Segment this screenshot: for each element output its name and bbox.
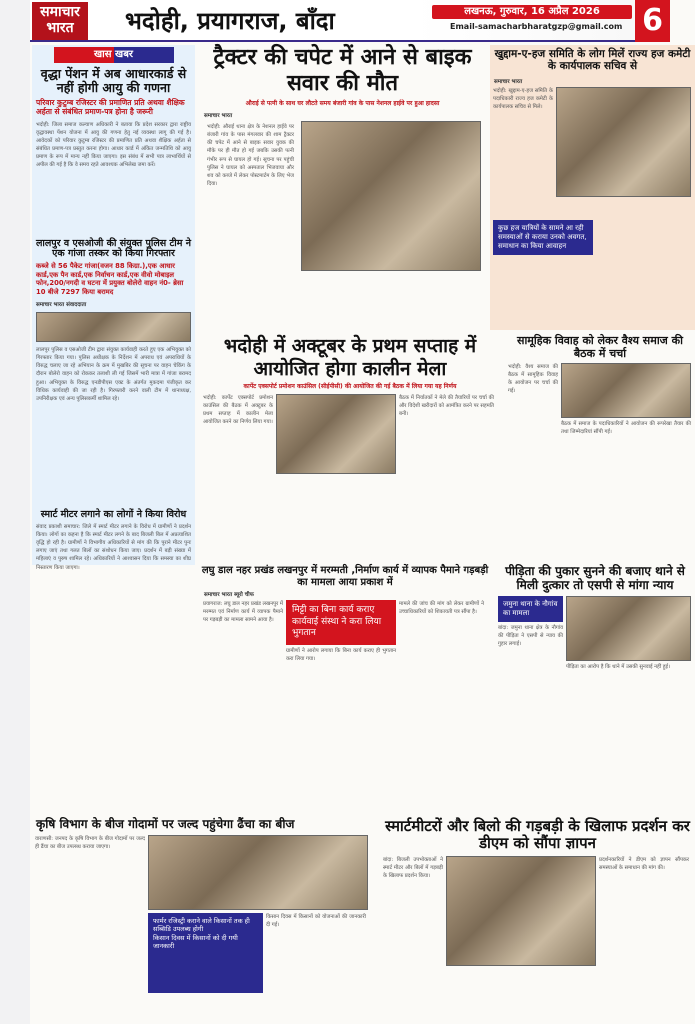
story-body: पीड़िता का आरोप है कि थाने में उसकी सुनवाई नहीं हुई। [566, 663, 671, 670]
right-mid-story [505, 335, 695, 560]
center-low-story [200, 565, 490, 815]
protest-photo [446, 856, 596, 966]
victim-photo [566, 596, 691, 661]
byline: समाचार भारत [204, 113, 233, 120]
center-mid-story [200, 335, 500, 560]
story-headline[interactable]: कृषि विभाग के बीज गोदामों पर जल्द पहुंचेगा ढैंचा का बीज [36, 817, 295, 831]
story-headline[interactable]: वृद्धा पेंशन में अब आधारकार्ड से नहीं होगी आयु की गणना [40, 66, 187, 96]
byline: समाचार भारत [494, 79, 523, 86]
meeting-photo [556, 87, 691, 197]
story-body: ग्रामीणों ने आरोप लगाया कि बिना कार्य कराए ही भुगतान करा लिया गया। [286, 648, 396, 663]
story-body: संवाद प्रकाशी समाचार: जिले में स्मार्ट मीटर लगाने के विरोध में ग्रामीणों ने प्रदर्शन किया। लोगों का कहना है कि स्मार्ट मीटर लगने के बाद बिजली बिल में अप्रत्याशित वृद्धि हो रही है। ग्रामीणों ने विभागीय अधिकारियों से मांग की कि पुराने मीटर पुनः लगाए जाएं तथा गलत बिलों का संशोधन किया जाए। प्रदर्शन में बड़ी संख्या में महिलाएं व पुरुष शामिल रहे। अधिकारियों ने आश्वासन दिया कि समस्या का शीघ्र निस्तारण किया जाएगा। [36, 524, 191, 571]
story-headline[interactable]: भदोही में अक्टूबर के प्रथम सप्ताह में आयोजित होगा कालीन मेला [223, 335, 477, 380]
bottom-right-story [380, 818, 695, 1024]
story-body: वाराणसी: जनपद के कृषि विभाग के बीज गोदामों पर जल्द ही ढैंचा का बीज उपलब्ध कराया जाएगा। [35, 835, 145, 850]
center-top-story [200, 45, 485, 335]
newspaper-logo [32, 2, 88, 40]
story-body: प्रयागराज: लघु डाल नहर प्रखंड लखनपुर में मरम्मत एवं निर्माण कार्य में व्यापक पैमाने पर गड़बड़ी का मामला सामने आया है। [203, 601, 283, 624]
news-photo [36, 312, 191, 342]
edition-title: भदोही, प्रयागराज, बाँदा [125, 7, 335, 35]
story-subheadline: कार्पेट एक्सपोर्ट प्रमोशन काउंसिल (सीईपीसी) की आयोजित की गई बैठक में लिया गया यह निर्णय [243, 382, 457, 390]
meeting-photo [148, 835, 368, 910]
page-number: 6 [635, 0, 670, 42]
story-subheadline: औराई से पत्नी के साथ घर लौटते समय बंजारी गांव के पास नेशनल हाईवे पर हुआ हादसा [245, 99, 440, 107]
story-body: बैठक में निर्यातकों ने मेले की तैयारियों पर चर्चा की और विदेशी खरीदारों को आमंत्रित करने पर सहमति बनी। [399, 395, 494, 418]
date-banner: लखनऊ, गुरुवार, 16 अप्रैल 2026 [432, 5, 632, 19]
highlight-box [148, 913, 263, 993]
khas-khabar-badge: खास खबर [54, 47, 174, 63]
highlight-point: किसान दिवस में किसानों को दी गयी जानकारी [153, 933, 238, 951]
story-body: बांदा: बिजली उपभोक्ताओं ने स्मार्ट मीटर और बिलों में गड़बड़ी के खिलाफ प्रदर्शन किया। [383, 856, 443, 879]
story-body: भदोही: कार्पेट एक्सपोर्ट प्रमोशन काउंसिल की बैठक में अक्टूबर के प्रथम सप्ताह में कालीन मेला आयोजित करने का निर्णय लिया गया। [203, 395, 273, 426]
story-body: प्रदर्शनकारियों ने डीएम को ज्ञापन सौंपकर समस्याओं के समाधान की मांग की। [599, 856, 689, 871]
accident-photo [301, 121, 481, 271]
story-headline[interactable]: पीड़िता की पुकार सुनने की बजाए थाने से मिली दुत्कार तो एसपी से मांगा न्याय [505, 564, 685, 592]
story-headline[interactable]: स्मार्टमीटरों और बिलो की गड़बड़ी के खिलाफ प्रदर्शन कर डीएम को सौंपा ज्ञापन [385, 817, 690, 853]
story-body: किसान दिवस में किसानों को योजनाओं की जानकारी दी गई। [266, 913, 366, 928]
logo-line2: भारत [46, 20, 74, 36]
story-body: बैठक में समाज के पदाधिकारियों ने आयोजन की रूपरेखा तैयार की तथा जिम्मेदारियां सौंपी गईं। [561, 421, 691, 436]
story-headline[interactable]: ट्रैक्टर की चपेट में आने से बाइक सवार की मौत [213, 45, 472, 97]
story-headline[interactable]: सामूहिक विवाह को लेकर वैश्य समाज की बैठक में चर्चा [517, 334, 683, 360]
story-subheadline: कब्जे से 56 पैकेट गांजा(वजन 88 किग्रा.),एक आधार कार्ड,एक पैन कार्ड,एक निर्वाचन कार्ड,एक वीवो मोबाइल फोन,200/नगदी व घटना में प्रयुक्त बोलेरो वाहन नं0- ब्रेसा 10 बीजे 7297 किया बरामद [36, 262, 184, 296]
byline: समाचार भारत संवाददाता [36, 302, 87, 309]
story-headline[interactable]: लघु डाल नहर प्रखंड लखनपुर में मरम्मती ,निर्माण कार्य में व्यापक पैमाने गड़बड़ी का मामला आया प्रकाश में [201, 565, 489, 588]
story-headline[interactable]: स्मार्ट मीटर लगाने का लोगों ने किया विरोध [40, 509, 187, 521]
story-body: बांदा: जमुना थाना क्षेत्र के नौगांव की पीड़िता ने एसपी से न्याय की गुहार लगाई। [498, 624, 563, 647]
highlight-point: फार्मर रजिस्ट्री कराने वाले किसानों तक ही सब्सिडि उपलब्ध होगी [153, 916, 250, 934]
story-body: भदोही: औराई थाना क्षेत्र के नेशनल हाईवे पर बंजारी गांव के पास मंगलवार की शाम ट्रैक्टर की चपेट में आने से बाइक सवार युवक की मौके पर ही मौत हो गई जबकि उसकी पत्नी गंभीर रूप से घायल हो गई। सूचना पर पहुंची पुलिस ने घायल को अस्पताल भिजवाया और शव को कब्जे में लेकर पोस्टमार्टम के लिए भेज दिया। [207, 124, 294, 187]
left-column [32, 45, 195, 571]
bottom-left-story [32, 818, 372, 1024]
byline: समाचार भारत ब्यूरो चीफ [204, 592, 254, 598]
story-subheadline: परिवार कुटुम्ब रजिस्टर की प्रमाणित प्रति अथवा शैक्षिक अर्हता से संबंधित प्रमाण-पत्र होना है जरूरी [36, 97, 185, 117]
right-low-story [495, 565, 695, 815]
masthead [30, 0, 670, 42]
logo-line1: समाचार [40, 4, 80, 20]
story-body: लालपुर पुलिस व एसओजी टीम द्वारा संयुक्त कार्यवाही करते हुए एक अभियुक्त को गिरफ्तार किया गया। पुलिस अधीक्षक के निर्देशन में अपराध एवं अपराधियों के विरुद्ध चलाए जा रहे अभियान के क्रम में मुखबिर की सूचना पर वाहन चेकिंग के दौरान बोलेरो वाहन को रोककर तलाशी ली गई जिसमें भारी मात्रा में गांजा बरामद हुआ। अभियुक्त के विरुद्ध एनडीपीएस एक्ट के अंतर्गत मुकदमा पंजीकृत कर विधिक कार्यवाही की जा रही है। गिरफ्तारी करने वाली टीम में थानाध्यक्ष, उपनिरीक्षक एवं अन्य पुलिसकर्मी शामिल रहे। [36, 347, 191, 402]
story-headline[interactable]: खुद्दाम-ए-हज समिति के लोग मिलें राज्य हज कमेटी के कार्यपालक सचिव से [494, 48, 691, 73]
meeting-photo [276, 394, 396, 474]
newspaper-page [30, 0, 695, 1024]
email-address[interactable]: Email-samacharbharatgzp@gmail.com [450, 22, 623, 31]
story-headline[interactable]: लालपुर व एसओजी की संयुक्त पुलिस टीम ने एक गांजा तस्कर को किया गिरफ्तार [35, 237, 192, 260]
story-body: भदोही: जिला समाज कल्याण अधिकारी ने बताया कि प्रदेश सरकार द्वारा राष्ट्रीय वृद्धावस्था पेंशन योजना में आयु की गणना हेतु नई व्यवस्था लागू की गई है। आवेदकों को परिवार कुटुम्ब रजिस्टर की प्रमाणित प्रति अथवा शैक्षिक अर्हता से संबंधित प्रमाण-पत्र प्रस्तुत करना होगा। आधार कार्ड में अंकित जन्मतिथि को आयु प्रमाण के रूप में मान्य नहीं किया जाएगा। इस संबंध में सभी पात्र लाभार्थियों से अपील की गई है कि वे समय रहते आवश्यक अभिलेख जमा करें। [36, 121, 191, 168]
story-body: भदोही: वैश्य समाज की बैठक में सामूहिक विवाह के आयोजन पर चर्चा की गई। [508, 364, 558, 395]
story-body: भदोही: खुद्दाम-ए-हज समिति के पदाधिकारी राज्य हज कमेटी के कार्यपालक सचिव से मिले। [493, 88, 553, 111]
meeting-photo [561, 363, 691, 418]
highlight-box: मिट्टी का बिना कार्य कराए कार्यवाई संस्था ने करा लिया भुगतान [286, 600, 396, 645]
highlight-box: जमुना थाना के नौगांव का मामला [498, 596, 563, 622]
story-body: मामले की जांच की मांग को लेकर ग्रामीणों ने उच्चाधिकारियों को शिकायती पत्र सौंपा है। [399, 601, 484, 616]
right-top-story [490, 45, 695, 330]
highlight-box: कुछ हज यात्रियों के सामने आ रही समस्याओं से कराया उनको अवगत, समाधान का किया आवाहन [493, 220, 593, 255]
